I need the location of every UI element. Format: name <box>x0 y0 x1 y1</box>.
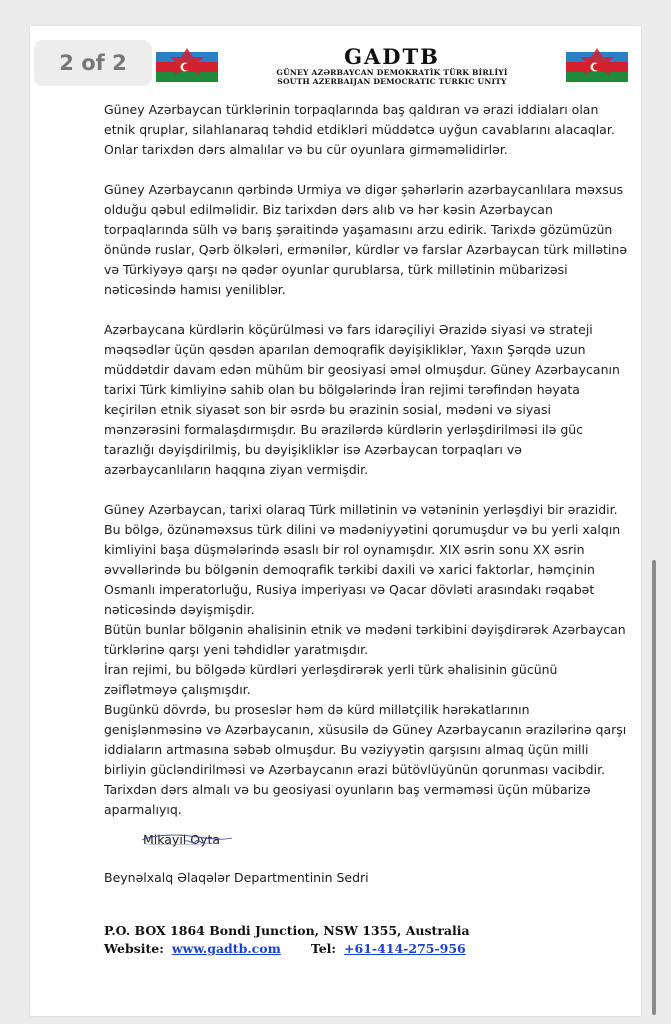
handwritten-signature <box>138 826 238 854</box>
signer-name: Mikayil Oyta <box>143 832 221 847</box>
azerbaijan-flag-icon <box>566 48 628 84</box>
letter-footer <box>104 922 624 958</box>
signer-title: Beynəlxalq Əlaqələr Departmentinin Sedri <box>104 870 369 885</box>
azerbaijan-flag-icon <box>156 48 218 84</box>
page-indicator: 2 of 2 <box>34 40 152 86</box>
org-name-en: SOUTH AZERBAIJAN DEMOCRATIC TURKIC UNITY <box>277 77 507 86</box>
paragraph: Güney Azərbaycan türklərinin torpaqlarında baş qaldıran və ərazi iddiaları olan etnik qruplar, silahlanaraq təhdid etdikləri müddətcə uyğun cavablarını alacaqlar. Onlar tarixdən dərs almalılar və bu cür oyunlara girməməlidirlər. <box>104 102 615 157</box>
organization-name <box>222 46 562 86</box>
paragraph: Bugünkü dövrdə, bu proseslər həm də kürd millətçilik hərəkatlarının genişlənməsinə və Azərbaycanın, xüsusilə də Güney Azərbaycanın ərazilərinə qarşı iddiaların artmasına səbəb olmuşdur. Bu vəziyyətin qarşısını almaq üçün milli birliyin gücləndirilməsi və Azərbaycanın ərazi bütövlüyünün qorunması vacibdir. Tarixdən dərs almalı və bu geosiyasi oyunların baş verməməsi üçün mübarizə aparmalıyıq. <box>104 702 627 817</box>
postal-address: P.O. BOX 1864 Bondi Junction, NSW 1355, Australia <box>104 923 470 938</box>
phone-link[interactable]: +61-414-275-956 <box>344 941 466 956</box>
paragraph: Güney Azərbaycanın qərbində Urmiya və digər şəhərlərin azərbaycanlılara məxsus olduğu qəbul edilməlidir. Biz tarixdən dərs alıb və hər kəsin Azərbaycan torpaqlarında sülh və barış şəraitində yaşamasını arzu edirik. Tarixdə gözümüzün önündə ruslar, Qərb ölkələri, ermənilər, kürdlər və farslar Azərbaycan türk millətinə və Türkiyəyə qarşı nə qədər oyunlar qurublarsa, türk millətinin mübarizəsi nəticəsində hamısı yeniliblər. <box>104 182 628 297</box>
website-link[interactable]: www.gadtb.com <box>171 941 281 956</box>
paragraph: Güney Azərbaycan, tarixi olaraq Türk millətinin və vətəninin yerləşdiyi bir ərazidir. Bu bölgə, özünəməxsus türk dilini və mədəniyyətini qorumuşdur və bu yerli xalqın kimliyini başa düşmələrində əsaslı bir rol oynamışdır. XIX əsrin sonu XX əsrin əvvəllərində bu bölgənin demoqrafik tərkibi daxili və xarici faktorlar, həmçinin Osmanlı imperatorluğu, Rusiya imperiyası və Qacar dövləti arasındakı rəqabət nəticəsində dəyişmişdir. <box>104 502 621 617</box>
website-label: Website: <box>104 941 164 956</box>
paragraph: İran rejimi, bu bölgədə kürdləri yerləşdirərək yerli türk əhalisinin gücünü zəiflətməyə çalışmışdır. <box>104 662 558 697</box>
org-acronym: GADTB <box>344 44 440 69</box>
paragraph: Azərbaycana kürdlərin köçürülməsi və fars idarəçiliyi Ərazidə siyasi və strateji məqsədlər üçün qəsdən aparılan demoqrafik dəyişikliklər, Yaxın Şərqdə uzun müddətdir davam edən mühüm bir geosiyasi əməl olmuşdur. Güney Azərbaycanın tarixi Türk kimliyinə sahib olan bu bölgələrində İran rejimi tərəfindən həyata keçirilən etnik siyasət son bir əsrdə bu ərazinin sosial, mədəni və siyasi mənzərəsini formalaşdırmışdır. Bu ərazilərdə kürdlərin yerləşdirilməsi ilə güc tarazlığı dəyişdirilmiş, bu dəyişikliklər isə Azərbaycan torpaqları və azərbaycanlıların haqqına ziyan vermişdir. <box>104 322 620 477</box>
paragraph: Bütün bunlar bölgənin əhalisinin etnik və mədəni tərkibini dəyişdirərək Azərbaycan türklərinə qarşı yeni təhdidlər yaratmışdır. <box>104 622 626 657</box>
letter-body <box>104 100 629 888</box>
contact-row <box>104 940 624 958</box>
letterhead <box>152 44 642 88</box>
tel-label: Tel: <box>310 941 337 956</box>
scrollbar[interactable] <box>652 560 656 1015</box>
org-name-az: GÜNEY AZƏRBAYCAN DEMOKRATİK TÜRK BİRLİYİ <box>276 68 508 77</box>
